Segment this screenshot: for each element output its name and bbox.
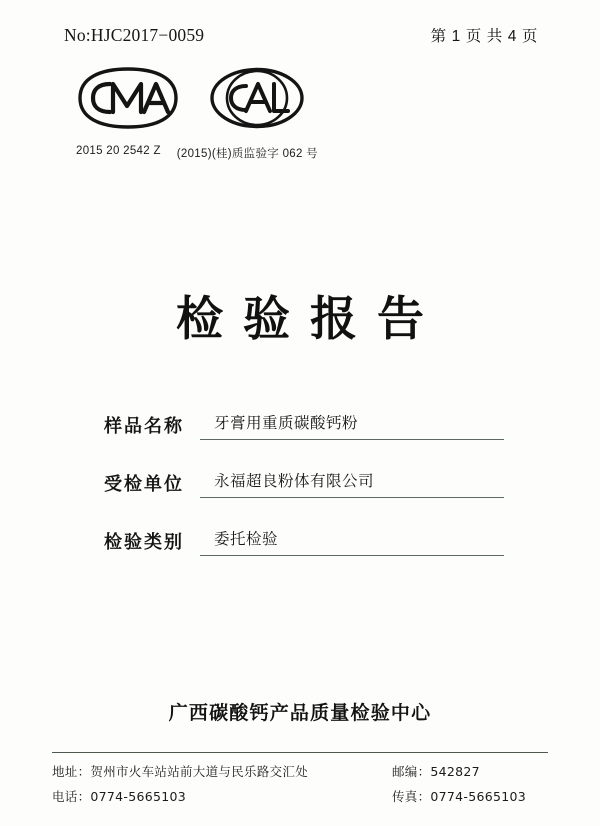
footer-postcode-value: 542827 bbox=[430, 764, 480, 779]
footer-phone-label: 电话： bbox=[52, 789, 91, 804]
report-number: No:HJC2017−0059 bbox=[64, 25, 205, 45]
footer-phone-value: 0774-5665103 bbox=[90, 789, 186, 804]
page-header bbox=[0, 24, 600, 46]
footer-postcode bbox=[392, 762, 552, 780]
field-value-inspection-type: 委托检验 bbox=[200, 526, 504, 556]
certification-marks bbox=[74, 66, 306, 130]
footer-address-value: 贺州市火车站站前大道与民乐路交汇处 bbox=[90, 764, 309, 779]
certification-codes bbox=[76, 145, 318, 161]
page-title: 检验报告 bbox=[176, 292, 444, 347]
footer-address bbox=[52, 762, 392, 780]
footer-row-contact bbox=[52, 787, 552, 805]
cal-mark-icon bbox=[208, 66, 306, 130]
footer-fax bbox=[392, 787, 552, 805]
field-row-sample-name bbox=[104, 408, 504, 440]
footer-phone bbox=[52, 787, 392, 805]
page-indicator: 第 1 页 共 4 页 bbox=[430, 28, 538, 45]
field-label-inspection-type: 检验类别 bbox=[104, 532, 184, 553]
footer-fax-value: 0774-5665103 bbox=[430, 789, 526, 804]
footer-row-address bbox=[52, 762, 552, 780]
field-row-inspected-unit bbox=[104, 466, 504, 498]
report-fields bbox=[104, 408, 504, 582]
field-row-inspection-type bbox=[104, 524, 504, 556]
cma-code: 2015 20 2542 Z bbox=[76, 145, 161, 157]
cal-code: (2015)(桂)质监验字 062 号 bbox=[176, 148, 318, 160]
page-footer bbox=[52, 762, 552, 812]
footer-postcode-label: 邮编： bbox=[392, 764, 431, 779]
footer-address-label: 地址： bbox=[52, 764, 91, 779]
field-value-inspected-unit: 永福超良粉体有限公司 bbox=[200, 468, 504, 498]
field-label-inspected-unit: 受检单位 bbox=[104, 474, 184, 495]
field-label-sample-name: 样品名称 bbox=[104, 416, 184, 437]
field-value-sample-name: 牙膏用重质碳酸钙粉 bbox=[200, 410, 504, 440]
footer-fax-label: 传真： bbox=[392, 789, 431, 804]
cma-mark-icon bbox=[74, 66, 182, 130]
footer-divider bbox=[52, 752, 548, 753]
issuing-organization: 广西碳酸钙产品质量检验中心 bbox=[168, 702, 432, 724]
